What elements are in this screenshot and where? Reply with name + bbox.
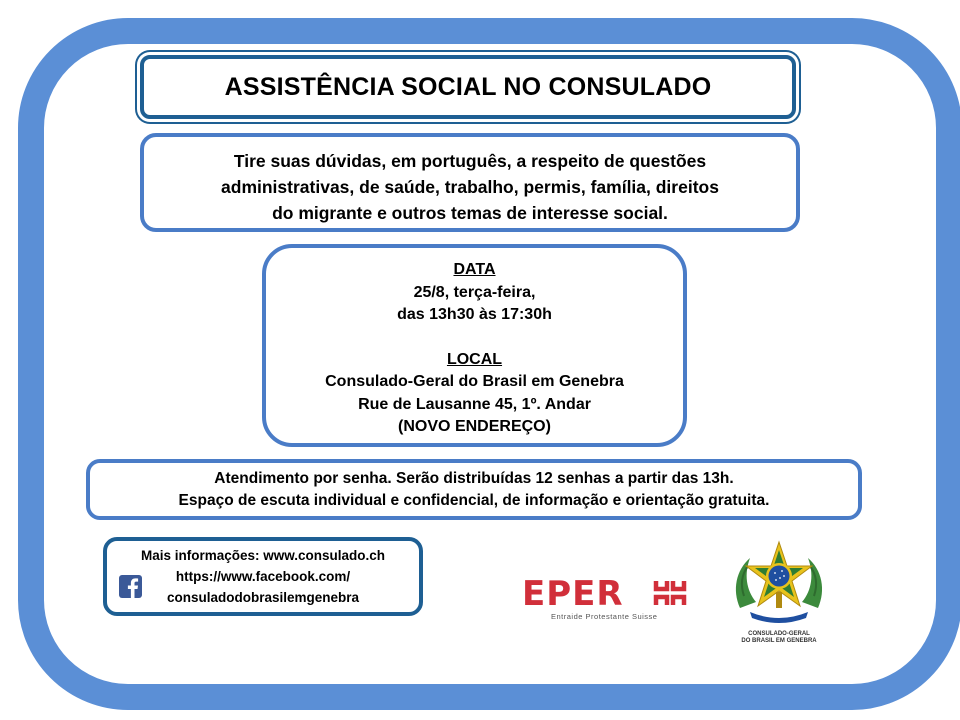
consulate-caption-line-2: DO BRASIL EM GENEBRA [741,638,817,644]
location-heading: LOCAL [446,350,503,368]
intro-line: Tire suas dúvidas, em português, a respeito de questões [233,151,707,171]
facebook-page[interactable]: consuladodobrasilemgenebra [166,590,360,605]
location-address: Rue de Lausanne 45, 1º. Andar [358,395,591,413]
page-title: ASSISTÊNCIA SOCIAL NO CONSULADO [140,55,796,119]
eper-cross-icon [652,578,688,608]
brazil-coat-of-arms-icon [730,538,828,626]
location-note: (NOVO ENDEREÇO) [398,418,551,435]
eper-wordmark: EPER [522,574,624,614]
date-time: das 13h30 às 17:30h [397,306,552,323]
facebook-icon[interactable] [119,575,142,598]
facebook-url[interactable]: https://www.facebook.com/ [175,569,351,584]
date-day: 25/8, terça-feira, [413,283,536,301]
date-heading: DATA [453,261,496,278]
event-info-box [262,244,687,447]
eper-subtitle: Entraide Protestante Suisse [551,612,658,621]
intro-line: administrativas, de saúde, trabalho, permis, família, direitos [221,177,719,197]
notice-line-1: Atendimento por senha. Serão distribuídas 12 senhas a partir das 13h. [214,470,734,487]
location-name: Consulado-Geral do Brasil em Genebra [325,373,624,390]
more-info-link[interactable]: Mais informações: www.consulado.ch [140,548,386,563]
notice-line-2: Espaço de escuta individual e confidencial, de informação e orientação gratuita. [178,492,770,509]
consulate-caption [720,631,838,645]
notice-box [86,459,862,520]
intro-line: do migrante e outros temas de interesse social. [272,203,668,223]
intro-box [140,133,800,232]
consulate-caption-line-1: CONSULADO-GERAL [748,631,810,637]
contact-box [103,537,423,616]
eper-logo [520,574,692,624]
